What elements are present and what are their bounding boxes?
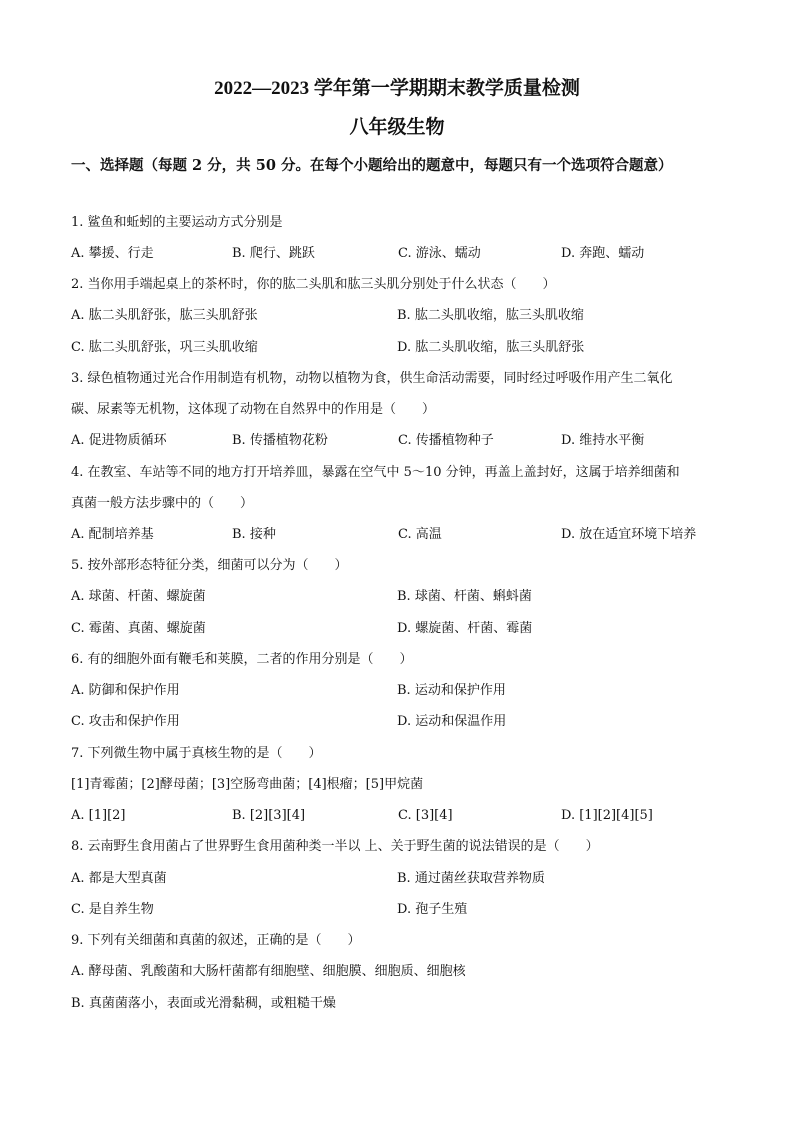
question-8-stem: 8. 云南野生食用菌占了世界野生食用菌种类一半以 上、关于野生菌的说法错误的是（ ） [71,839,599,854]
q1-option-d: D. 奔跑、蠕动 [561,246,645,261]
q3-option-c: C. 传播植物种子 [398,433,494,448]
question-4-stem-cont: 真菌一般方法步骤中的（ ） [71,496,254,511]
q4-option-b: B. 接种 [232,527,276,542]
question-7-stem-list: [1]青霉菌；[2]酵母菌；[3]空肠弯曲菌；[4]根瘤；[5]甲烷菌 [71,777,424,792]
q9-option-b: B. 真菌菌落小，表面或光滑黏稠，或粗糙干燥 [71,996,336,1011]
q1-option-c: C. 游泳、蠕动 [398,246,481,261]
exam-title: 2022—2023 学年第一学期期末教学质量检测 [214,78,580,99]
q7-option-d: D. [1][2][4][5] [561,808,653,823]
q6-option-a: A. 防御和保护作用 [71,683,180,698]
q4-option-d: D. 放在适宜环境下培养 [561,527,697,542]
q3-option-a: A. 促进物质循环 [71,433,167,448]
question-6-stem: 6. 有的细胞外面有鞭毛和荚膜，二者的作用分别是（ ） [71,652,413,667]
q9-option-a: A. 酵母菌、乳酸菌和大肠杆菌都有细胞壁、细胞膜、细胞质、细胞核 [71,964,466,979]
q1-option-b: B. 爬行、跳跃 [232,246,315,261]
q5-option-d: D. 螺旋菌、杆菌、霉菌 [397,621,533,636]
q4-option-c: C. 高温 [398,527,442,542]
q3-option-b: B. 传播植物花粉 [232,433,328,448]
question-3-stem: 3. 绿色植物通过光合作用制造有机物，动物以植物为食，供生命活动需要，同时经过呼吸作用产生二氧化 [71,371,673,386]
question-4-stem: 4. 在教室、车站等不同的地方打开培养皿，暴露在空气中 5～10 分钟，再盖上盖封好，这属于培养细菌和 [71,465,680,480]
question-7-stem: 7. 下列微生物中属于真核生物的是（ ） [71,746,322,761]
q6-option-b: B. 运动和保护作用 [397,683,506,698]
exam-subtitle: 八年级生物 [349,117,445,138]
q8-option-a: A. 都是大型真菌 [71,871,167,886]
question-1-stem: 1. 鲨鱼和蚯蚓的主要运动方式分别是 [71,215,283,230]
q1-option-a: A. 攀援、行走 [71,246,154,261]
q2-option-a: A. 肱二头肌舒张，肱三头肌舒张 [71,308,258,323]
q5-option-c: C. 霉菌、真菌、螺旋菌 [71,621,206,636]
q4-option-a: A. 配制培养基 [71,527,154,542]
q3-option-d: D. 维持水平衡 [561,433,645,448]
question-3-stem-cont: 碳、尿素等无机物，这体现了动物在自然界中的作用是（ ） [71,402,436,417]
q2-option-b: B. 肱二头肌收缩，肱三头肌收缩 [397,308,584,323]
q8-option-d: D. 孢子生殖 [397,902,468,917]
q5-option-a: A. 球菌、杆菌、螺旋菌 [71,589,206,604]
q2-option-c: C. 肱二头肌舒张，巩三头肌收缩 [71,340,258,355]
q8-option-b: B. 通过菌丝获取营养物质 [397,871,545,886]
q7-option-a: A. [1][2] [71,808,126,823]
q7-option-b: B. [2][3][4] [232,808,306,823]
q2-option-d: D. 肱二头肌收缩，肱三头肌舒张 [397,340,585,355]
q6-option-c: C. 攻击和保护作用 [71,714,180,729]
question-9-stem: 9. 下列有关细菌和真菌的叙述，正确的是（ ） [71,933,361,948]
section-heading: 一、选择题（每题 2 分，共 50 分。在每个小题给出的题意中，每题只有一个选项符合题意） [71,157,673,174]
q7-option-c: C. [3][4] [398,808,453,823]
q5-option-b: B. 球菌、杆菌、蝌蚪菌 [397,589,532,604]
question-2-stem: 2. 当你用手端起桌上的茶杯时，你的肱二头肌和肱三头肌分别处于什么状态（ ） [71,277,556,292]
q8-option-c: C. 是自养生物 [71,902,154,917]
q6-option-d: D. 运动和保温作用 [397,714,507,729]
question-5-stem: 5. 按外部形态特征分类，细菌可以分为（ ） [71,558,348,573]
